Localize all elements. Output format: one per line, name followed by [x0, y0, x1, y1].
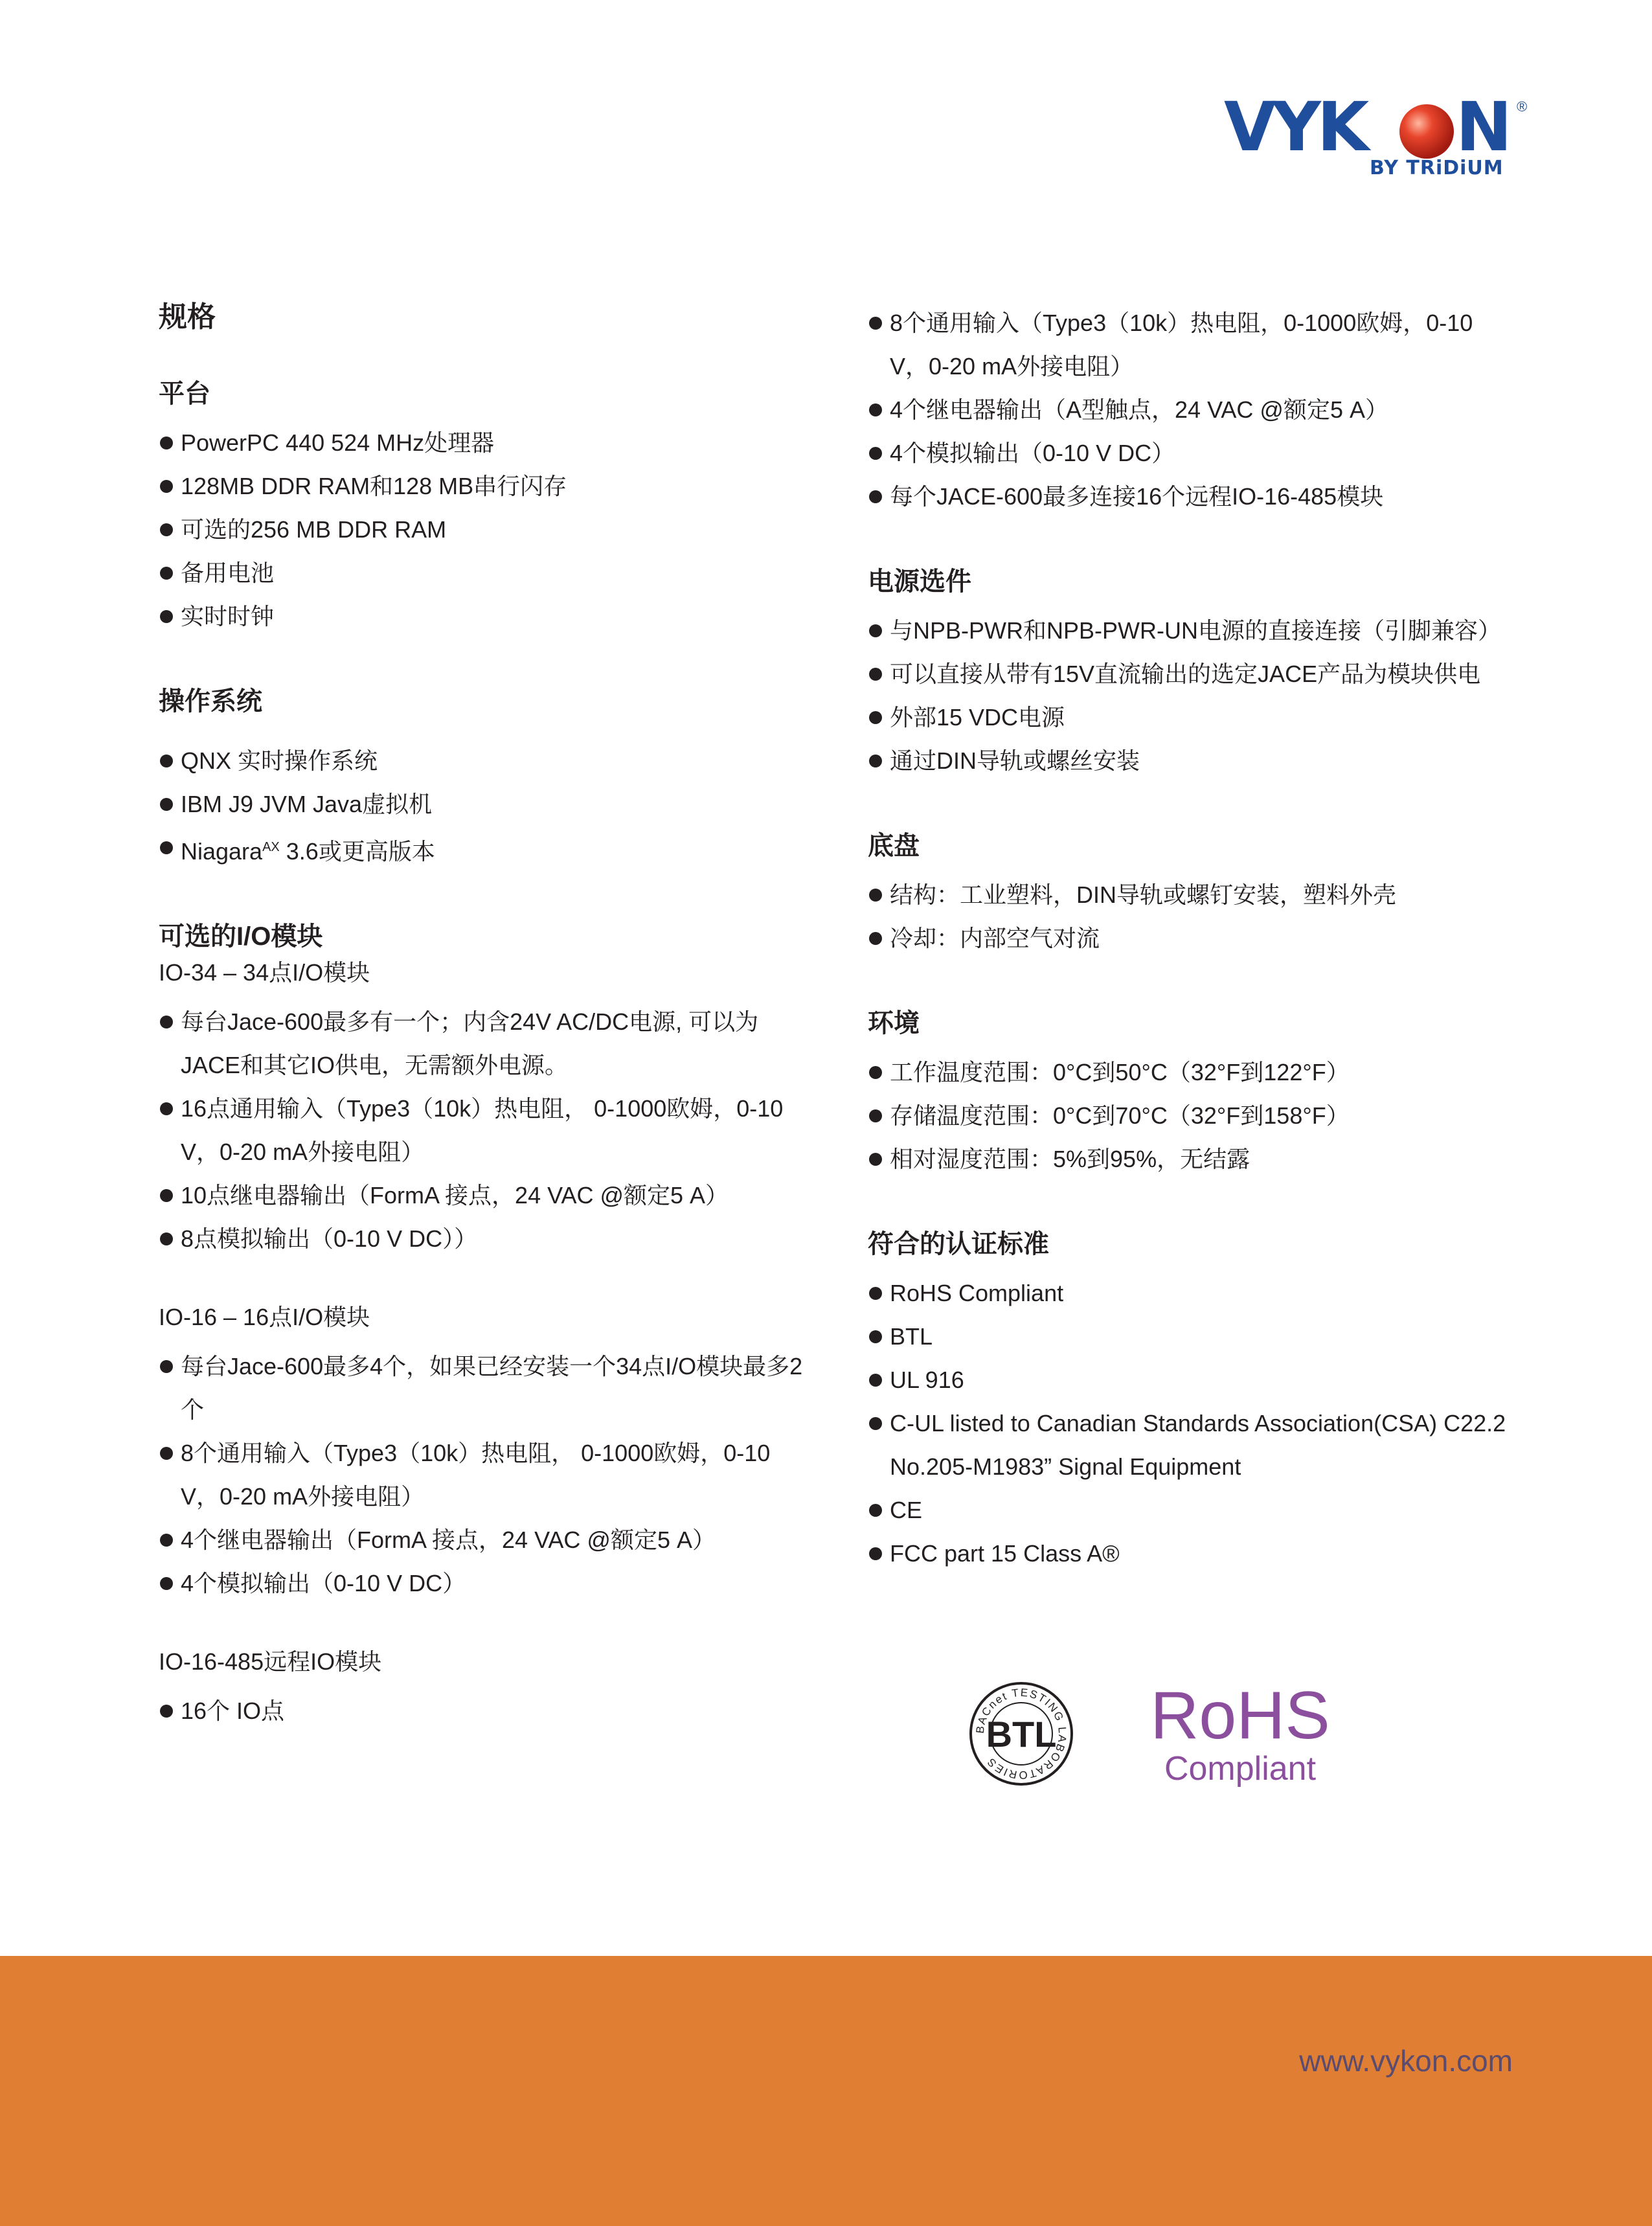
svg-text:VYK: VYK — [1224, 91, 1366, 162]
list-item: 4个模拟输出（0-10 V DC） — [159, 1562, 806, 1605]
list-item: IBM J9 JVM Java虚拟机 — [159, 782, 806, 826]
btl-ring-text: BACnet TESTING LABORATORIES — [973, 1686, 1069, 1782]
list-item: 10点继电器输出（FormA 接点，24 VAC @额定5 A） — [159, 1174, 806, 1217]
bullet-list — [159, 739, 806, 873]
website-link[interactable]: www.vykon.com — [1299, 2044, 1513, 2078]
section-heading: 可选的I/O模块 — [159, 922, 323, 951]
list-item: 8个通用输入（Type3（10k）热电阻，0-1000欧姆，0-10 V，0-20 mA外接电阻） — [868, 301, 1515, 388]
section-os — [159, 683, 806, 873]
list-item: 每台Jace-600最多有一个；内含24V AC/DC电源, 可以为JACE和其它IO供电，无需额外电源。 — [159, 1000, 806, 1087]
section-io-modules — [159, 918, 806, 1732]
list-item: 128MB DDR RAM和128 MB串行闪存 — [159, 464, 806, 508]
footer-band — [0, 1956, 1652, 2226]
list-item-niagara — [159, 826, 806, 873]
section-platform — [159, 376, 806, 638]
module-title: IO-16 – 16点I/O模块 — [159, 1304, 370, 1330]
section-heading: 电源选件 — [868, 567, 971, 596]
bullet-list — [868, 609, 1515, 782]
list-item: 冷却：内部空气对流 — [868, 916, 1515, 960]
logo-letters — [1224, 91, 1528, 162]
module-io16 — [159, 1299, 806, 1605]
list-item: 16个 IO点 — [159, 1689, 806, 1732]
section-heading: 平台 — [159, 380, 210, 408]
section-io16-485-continued — [868, 301, 1515, 518]
list-item: 与NPB-PWR和NPB-PWR-UN电源的直接连接（引脚兼容） — [868, 609, 1515, 652]
logo-registered-mark: ® — [1517, 98, 1528, 115]
niagara-superscript: AX — [262, 840, 280, 854]
bullet-list — [868, 301, 1515, 518]
svg-text:N: N — [1456, 91, 1513, 162]
bullet-list — [159, 421, 806, 638]
module-title: IO-16-485远程IO模块 — [159, 1648, 382, 1675]
list-item: RoHS Compliant — [868, 1271, 1515, 1315]
page-title: 规格 — [159, 301, 216, 333]
niagara-name: Niagara — [181, 838, 263, 865]
list-item: 通过DIN导轨或螺丝安装 — [868, 739, 1515, 782]
list-item: C-UL listed to Canadian Standards Association(CSA) C22.2 No.205-M1983” Signal Equipment — [868, 1402, 1515, 1488]
list-item: 结构：工业塑料，DIN导轨或螺钉安装，塑料外壳 — [868, 873, 1515, 916]
section-environment — [868, 1005, 1515, 1181]
list-item: 16点通用输入（Type3（10k）热电阻， 0-1000欧姆，0-10 V，0-20 mA外接电阻） — [159, 1087, 806, 1174]
module-io16-485 — [159, 1644, 806, 1732]
list-item: UL 916 — [868, 1358, 1515, 1402]
list-item: 外部15 VDC电源 — [868, 696, 1515, 739]
list-item: PowerPC 440 524 MHz处理器 — [159, 421, 806, 464]
rohs-subtitle: Compliant — [1164, 1750, 1317, 1788]
section-chassis — [868, 828, 1515, 960]
list-item: 4个继电器输出（A型触点，24 VAC @额定5 A） — [868, 388, 1515, 431]
rohs-title: RoHS — [1150, 1678, 1330, 1753]
section-compliance — [868, 1226, 1515, 1575]
section-heading: 环境 — [868, 1009, 920, 1038]
btl-logo — [968, 1681, 1075, 1788]
rohs-logo — [1143, 1678, 1337, 1791]
certification-logos — [968, 1678, 1357, 1791]
section-heading: 符合的认证标准 — [868, 1230, 1049, 1258]
list-item: 存储温度范围：0°C到70°C（32°F到158°F） — [868, 1094, 1515, 1137]
niagara-version: 3.6或更高版本 — [279, 838, 435, 865]
section-heading: 操作系统 — [159, 687, 262, 716]
bullet-list — [868, 873, 1515, 960]
list-item: 可以直接从带有15V直流输出的选定JACE产品为模块供电 — [868, 652, 1515, 696]
list-item: 可选的256 MB DDR RAM — [159, 508, 806, 551]
btl-center-text: BTL — [986, 1714, 1057, 1755]
list-item: 实时时钟 — [159, 595, 806, 638]
list-item: 8个通用输入（Type3（10k）热电阻， 0-1000欧姆，0-10 V，0-20 mA外接电阻） — [159, 1431, 806, 1518]
list-item: 4个模拟输出（0-10 V DC） — [868, 431, 1515, 475]
list-item: 4个继电器输出（FormA 接点，24 VAC @额定5 A） — [159, 1518, 806, 1562]
list-item: 工作温度范围：0°C到50°C（32°F到122°F） — [868, 1051, 1515, 1094]
list-item: CE — [868, 1488, 1515, 1532]
list-item: QNX 实时操作系统 — [159, 739, 806, 782]
bullet-list — [159, 1689, 806, 1732]
list-item: 每个JACE-600最多连接16个远程IO-16-485模块 — [868, 475, 1515, 518]
vykon-logo — [1224, 91, 1535, 181]
module-io34 — [159, 955, 806, 1260]
list-item: 每台Jace-600最多4个，如果已经安装一个34点I/O模块最多2个 — [159, 1345, 806, 1431]
bullet-list — [868, 1271, 1515, 1575]
left-column — [159, 298, 806, 1778]
list-item: 相对湿度范围：5%到95%，无结露 — [868, 1137, 1515, 1181]
bullet-list — [159, 1345, 806, 1605]
module-title: IO-34 – 34点I/O模块 — [159, 959, 370, 986]
list-item: BTL — [868, 1315, 1515, 1358]
logo-tagline: BY TRiDiUM — [1370, 157, 1504, 179]
list-item: FCC part 15 Class A® — [868, 1532, 1515, 1575]
bullet-list — [159, 1000, 806, 1260]
section-power — [868, 563, 1515, 782]
list-item: 8点模拟输出（0-10 V DC）） — [159, 1217, 806, 1260]
right-column — [868, 301, 1515, 1620]
bullet-list — [868, 1051, 1515, 1181]
list-item: 备用电池 — [159, 551, 806, 595]
section-heading: 底盘 — [868, 832, 920, 860]
